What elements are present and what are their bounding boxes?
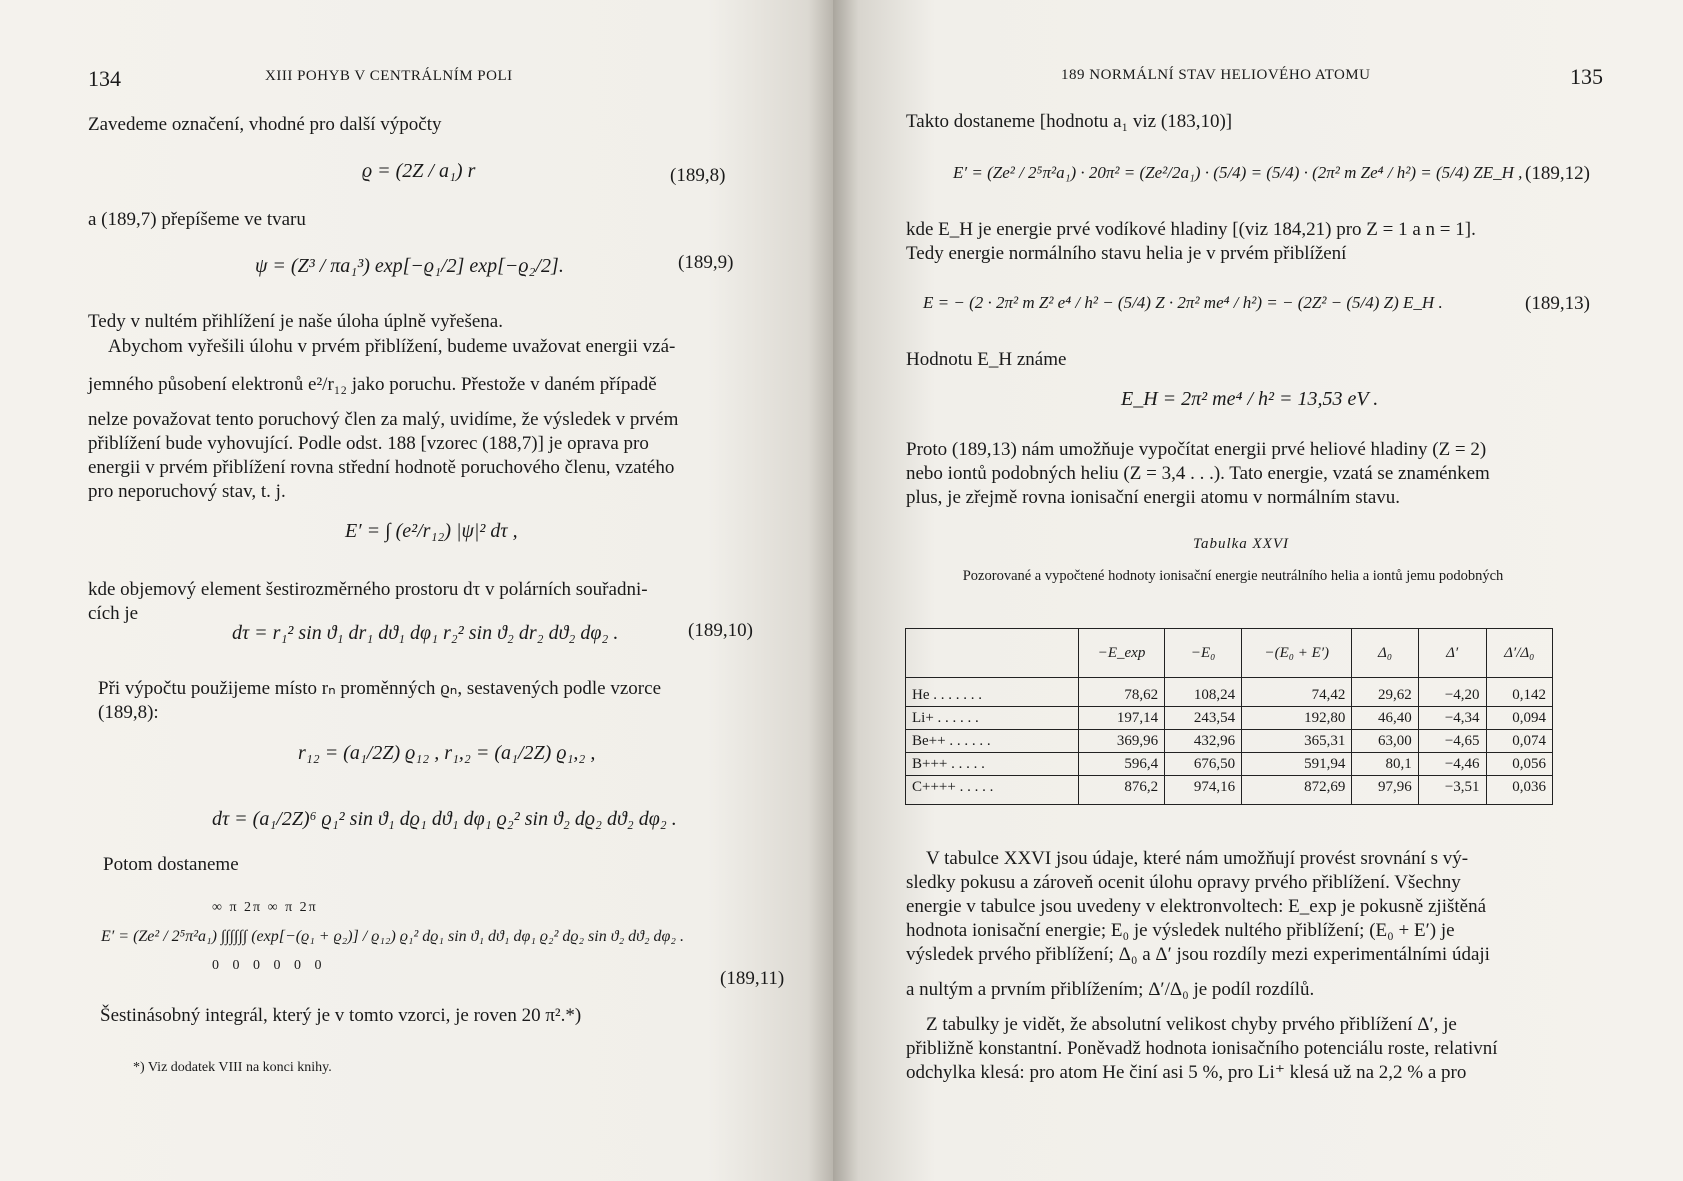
text-line: Abychom vyřešili úlohu v prvém přiblížení, budeme uvažovat energii vzá- <box>108 336 676 357</box>
table-description: Pozorované a vypočtené hodnoty ionisační energie neutrálního helia a iontů jemu podobných <box>962 568 1504 584</box>
equation: ϱ = (2Z / a₁) r <box>362 160 476 182</box>
equation: ψ = (Z³ / πa₁³) exp[−ϱ₁/2] exp[−ϱ₂/2]. <box>255 255 564 277</box>
table-cell: 591,94 <box>1242 753 1352 776</box>
table-cell: 108,24 <box>1165 678 1242 707</box>
running-header: XIII POHYB V CENTRÁLNÍM POLI <box>265 68 513 84</box>
table-cell: 0,142 <box>1486 678 1552 707</box>
equation: dτ = r₁² sin ϑ₁ dr₁ dϑ₁ dφ₁ r₂² sin ϑ₂ dr₂ dϑ₂ dφ₂ . <box>232 622 619 644</box>
text-line: a (189,7) přepíšeme ve tvaru <box>88 209 306 230</box>
table-cell: He . . . . . . . <box>906 678 1079 707</box>
text-line: nelze považovat tento poruchový člen za malý, uvidíme, že výsledek v prvém <box>88 409 679 430</box>
table-header: −(E₀ + E′) <box>1242 629 1352 678</box>
text-line: energie v tabulce jsou uvedeny v elektronvoltech: E_exp je pokusně zjištěná <box>906 896 1487 917</box>
table-cell: C++++ . . . . . <box>906 776 1079 805</box>
text-line: kde E_H je energie prvé vodíkové hladiny [(viz 184,21) pro Z = 1 a n = 1]. <box>906 219 1476 240</box>
table-cell: 432,96 <box>1165 730 1242 753</box>
text-line: nebo iontů podobných heliu (Z = 3,4 . . .). Tato energie, vzatá se znaménkem <box>906 463 1490 484</box>
text-line: sledky pokusu a zároveň ocenit úlohu opravy prvého přiblížení. Všechny <box>906 872 1461 893</box>
table-header: Δ′ <box>1418 629 1486 678</box>
text-line: Takto dostaneme [hodnotu a₁ viz (183,10)] <box>906 111 1233 132</box>
table-cell: 243,54 <box>1165 707 1242 730</box>
table-cell: 872,69 <box>1242 776 1352 805</box>
table-cell: Li+ . . . . . . <box>906 707 1079 730</box>
table-cell: 192,80 <box>1242 707 1352 730</box>
equation: r₁₂ = (a₁/2Z) ϱ₁₂ , r₁,₂ = (a₁/2Z) ϱ₁,₂ , <box>298 742 596 764</box>
table-cell: 369,96 <box>1079 730 1165 753</box>
text-line: Hodnotu E_H známe <box>906 349 1067 370</box>
equation: E = − (2 · 2π² m Z² e⁴ / h² − (5/4) Z · 2π² me⁴ / h²) = − (2Z² − (5/4) Z) E_H . <box>923 293 1443 312</box>
table-cell: 0,074 <box>1486 730 1552 753</box>
footnote: *) Viz dodatek VIII na konci knihy. <box>133 1060 332 1075</box>
table-cell: 78,62 <box>1079 678 1165 707</box>
table-caption: Tabulka XXVI <box>1193 536 1290 552</box>
text-line: Šestinásobný integrál, který je v tomto vzorci, je roven 20 π².*) <box>100 1005 582 1026</box>
table-row <box>906 730 1553 753</box>
table-row <box>906 753 1553 776</box>
text-line: pro neporuchový stav, t. j. <box>88 481 286 502</box>
table-cell: −3,51 <box>1418 776 1486 805</box>
table-header <box>906 629 1079 678</box>
page-number: 135 <box>1570 64 1603 89</box>
text-line: Tedy v nultém přihlížení je naše úloha úplně vyřešena. <box>88 311 503 332</box>
table-cell: −4,20 <box>1418 678 1486 707</box>
integral-upper-limits: ∞ π 2π ∞ π 2π <box>212 900 318 915</box>
table-cell: −4,34 <box>1418 707 1486 730</box>
equation-number: (189,10) <box>688 620 753 641</box>
table-row <box>906 678 1553 707</box>
table-cell: 74,42 <box>1242 678 1352 707</box>
table-cell: 0,036 <box>1486 776 1552 805</box>
table-cell: 974,16 <box>1165 776 1242 805</box>
table-cell: 676,50 <box>1165 753 1242 776</box>
table-cell: 596,4 <box>1079 753 1165 776</box>
table-cell: B+++ . . . . . <box>906 753 1079 776</box>
text-line: kde objemový element šestirozměrného prostoru dτ v polárních souřadni- <box>88 579 648 600</box>
text-line: přiblížení bude vyhovující. Podle odst. 188 [vzorec (188,7)] je oprava pro <box>88 433 649 454</box>
table-cell: −4,65 <box>1418 730 1486 753</box>
equation: E_H = 2π² me⁴ / h² = 13,53 eV . <box>1121 388 1379 410</box>
table-header: −E₀ <box>1165 629 1242 678</box>
equation: dτ = (a₁/2Z)⁶ ϱ₁² sin ϑ₁ dϱ₁ dϑ₁ dφ₁ ϱ₂² sin ϑ₂ dϱ₂ dϑ₂ dφ₂ . <box>212 808 677 830</box>
left-page <box>0 0 833 1181</box>
equation: E′ = (Ze² / 2⁵π²a₁) ∫∫∫∫∫∫ (exp[−(ϱ₁ + ϱ₂)] / ϱ₁₂) ϱ₁² dϱ₁ sin ϑ₁ dϑ₁ dφ₁ ϱ₂² dϱ₂ sin ϑ₂ dϑ₂ dφ₂ . <box>101 928 684 945</box>
table-cell: 876,2 <box>1079 776 1165 805</box>
table-cell: Be++ . . . . . . <box>906 730 1079 753</box>
equation-number: (189,13) <box>1525 293 1590 314</box>
text-line: přibližně konstantní. Poněvadž hodnota ionisačního potenciálu roste, relativní <box>906 1038 1498 1059</box>
table-header: −E_exp <box>1079 629 1165 678</box>
text-line: energii v prvém přiblížení rovna střední hodnotě poruchového členu, vzatého <box>88 457 675 478</box>
text-line: odchylka klesá: pro atom He činí asi 5 %, pro Li⁺ klesá už na 2,2 % a pro <box>906 1062 1467 1083</box>
table-header-row <box>906 629 1553 678</box>
equation-number: (189,12) <box>1525 163 1590 184</box>
table-cell: 80,1 <box>1352 753 1418 776</box>
running-header: 189 NORMÁLNÍ STAV HELIOVÉHO ATOMU <box>1061 67 1371 83</box>
text-line: jemného působení elektronů e²/r₁₂ jako poruchu. Přestože v daném případě <box>88 374 657 395</box>
text-line: Potom dostaneme <box>103 854 239 875</box>
text-line: (189,8): <box>98 702 159 723</box>
text-line: Zavedeme označení, vhodné pro další výpočty <box>88 114 442 135</box>
table-row <box>906 707 1553 730</box>
right-page <box>833 0 1683 1181</box>
text-line: Z tabulky je vidět, že absolutní velikost chyby prvého přiblížení Δ′, je <box>926 1014 1457 1035</box>
table-header: Δ′/Δ₀ <box>1486 629 1552 678</box>
page-number: 134 <box>88 66 121 91</box>
data-table <box>905 628 1553 805</box>
equation: E′ = (Ze² / 2⁵π²a₁) · 20π² = (Ze²/2a₁) · (5/4) = (5/4) · (2π² m Ze⁴ / h²) = (5/4) ZE_H , <box>953 163 1523 182</box>
text-line: Při výpočtu použijeme místo rₙ proměnných ϱₙ, sestavených podle vzorce <box>98 678 661 699</box>
text-line: výsledek prvého přiblížení; Δ₀ a Δ′ jsou rozdíly mezi experimentálními údaji <box>906 944 1490 965</box>
text-line: plus, je zřejmě rovna ionisační energii atomu v normálním stavu. <box>906 487 1401 508</box>
table-row <box>906 776 1553 805</box>
table-cell: 46,40 <box>1352 707 1418 730</box>
table-cell: 63,00 <box>1352 730 1418 753</box>
table-cell: 365,31 <box>1242 730 1352 753</box>
text-line: a nultým a prvním přiblížením; Δ′/Δ₀ je podíl rozdílů. <box>906 979 1315 1000</box>
text-line: Tedy energie normálního stavu helia je v prvém přiblížení <box>906 243 1347 264</box>
table-cell: 97,96 <box>1352 776 1418 805</box>
equation-number: (189,9) <box>678 252 734 273</box>
integral-lower-limits: 0 0 0 0 0 0 <box>212 958 327 973</box>
table-cell: 29,62 <box>1352 678 1418 707</box>
text-line: V tabulce XXVI jsou údaje, které nám umožňují provést srovnání s vý- <box>926 848 1469 869</box>
equation-number: (189,8) <box>670 165 726 186</box>
equation-number: (189,11) <box>720 968 785 989</box>
equation: E′ = ∫ (e²/r₁₂) |ψ|² dτ , <box>345 520 518 542</box>
table-cell: 0,056 <box>1486 753 1552 776</box>
text-line: cích je <box>88 603 139 624</box>
text-line: Proto (189,13) nám umožňuje vypočítat energii prvé heliové hladiny (Z = 2) <box>906 439 1487 460</box>
table-cell: 0,094 <box>1486 707 1552 730</box>
text-line: hodnota ionisační energie; E₀ je výsledek nultého přiblížení; (E₀ + E′) je <box>906 920 1455 941</box>
table-header: Δ₀ <box>1352 629 1418 678</box>
table-cell: −4,46 <box>1418 753 1486 776</box>
table-cell: 197,14 <box>1079 707 1165 730</box>
